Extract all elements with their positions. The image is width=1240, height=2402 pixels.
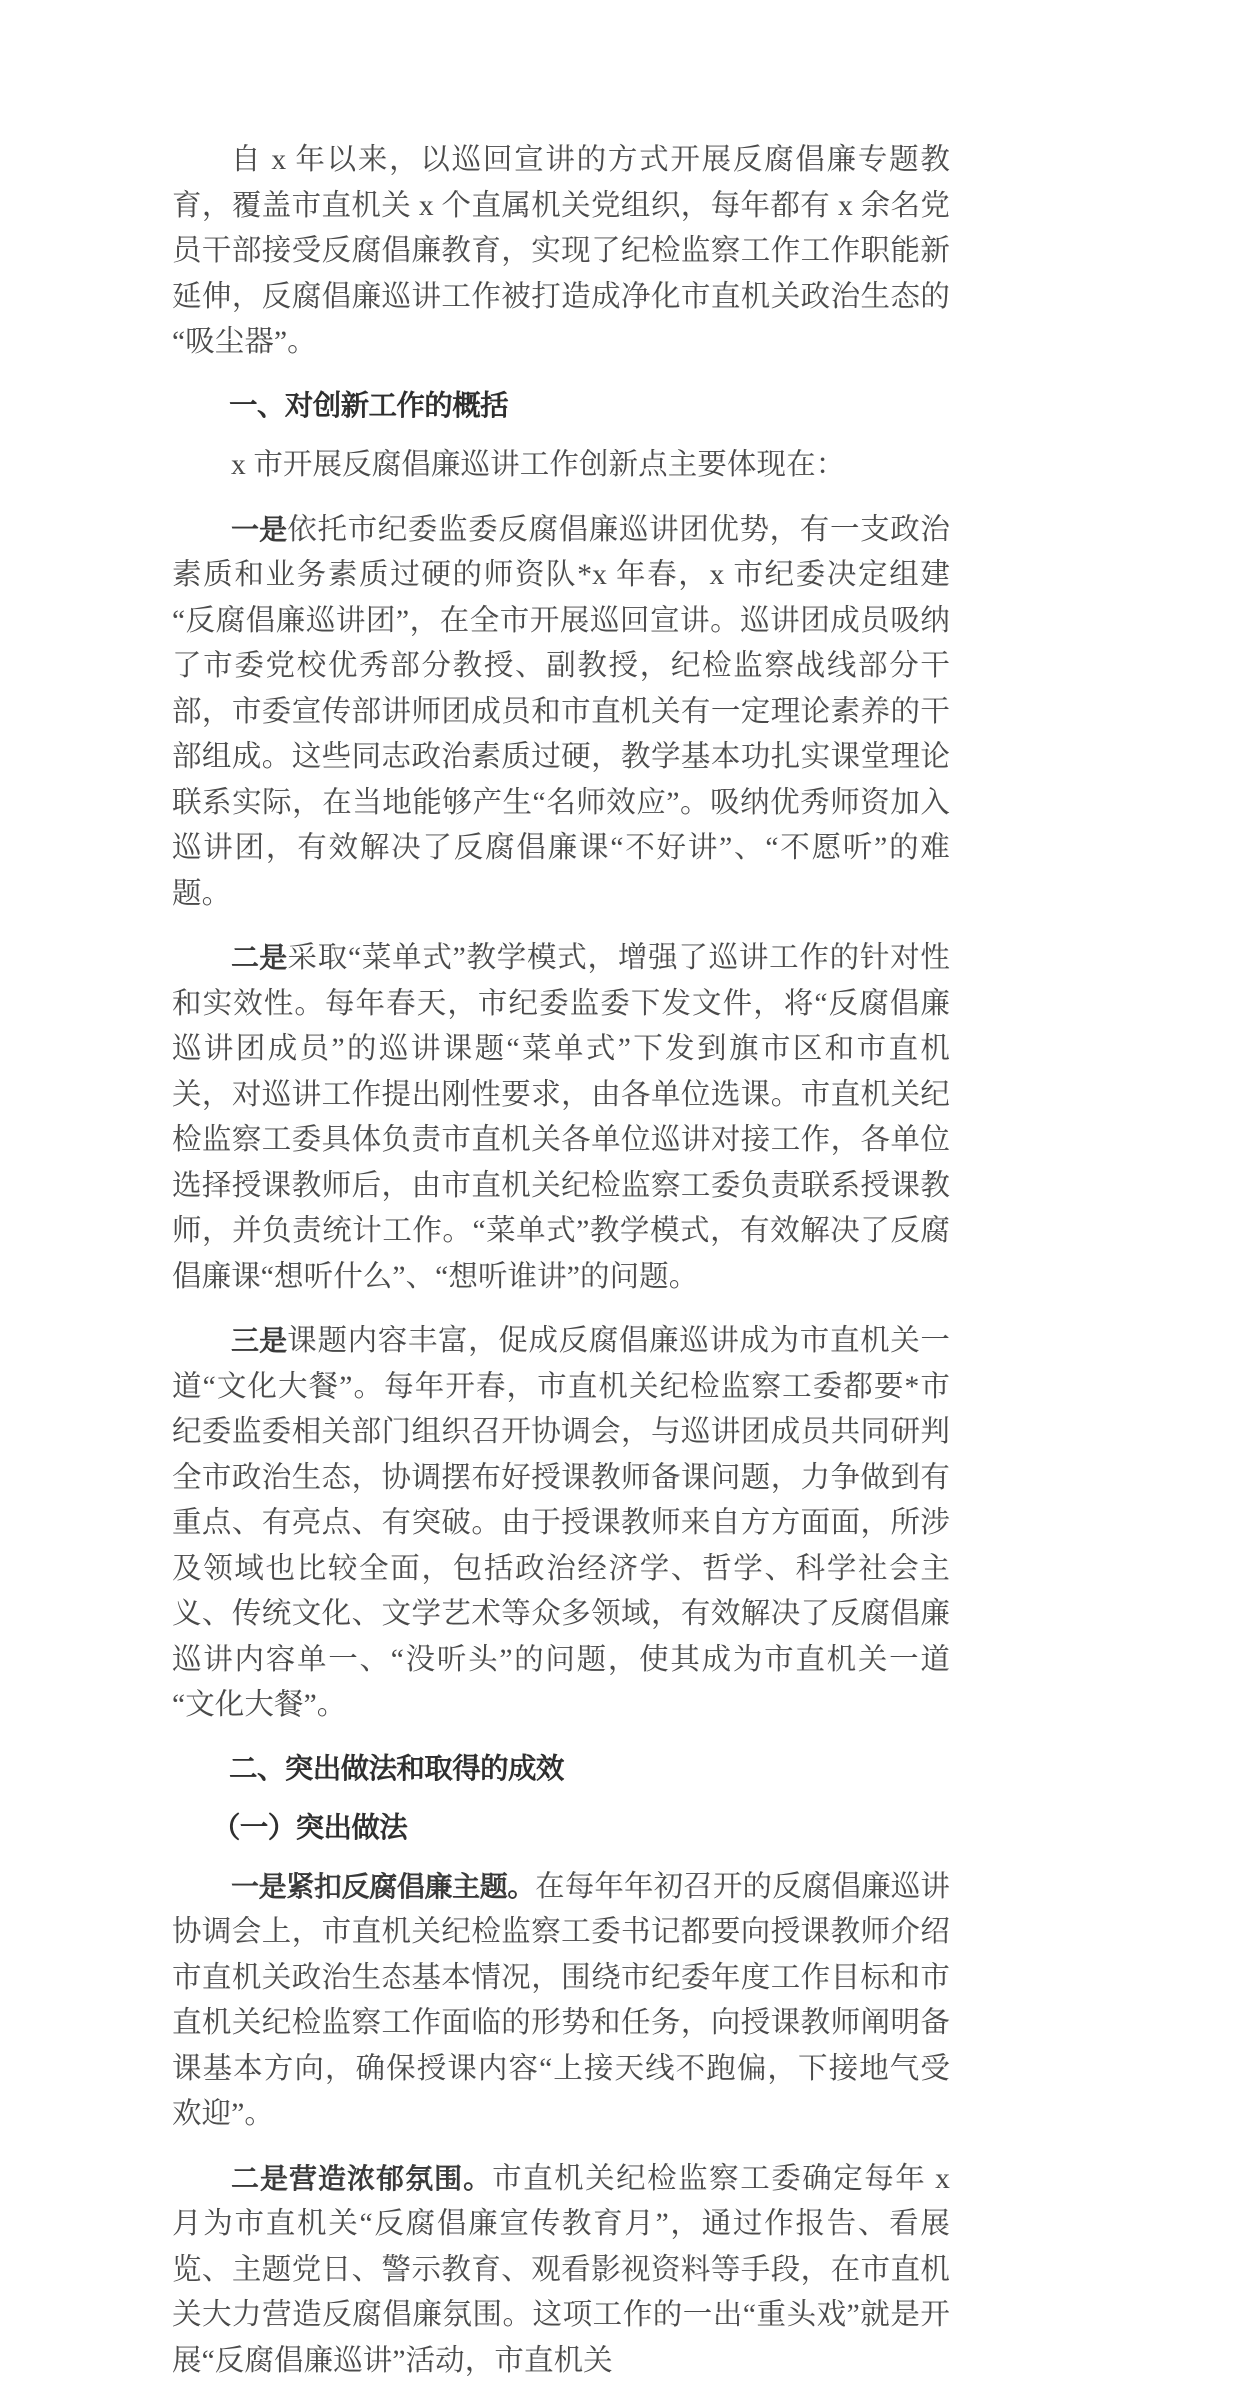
paragraph-point-three (172, 1318, 950, 1729)
lead-label-practice-two: 二是营造浓郁氛围。 (231, 2162, 493, 2194)
paragraph-point-two-text: 采取“菜单式”教学模式，增强了巡讲工作的针对性和实效性。每年春天，市纪委监委下发文件，将“反腐倡廉巡讲团成员”的巡讲课题“菜单式”下发到旗市区和市直机关，对巡讲工作提出刚性要求，由各单位选课。市直机关纪检监察工委具体负责市直机关各单位巡讲对接工作，各单位选择授课教师后，由市直机关纪检监察工委负责联系授课教师，并负责统计工作。“菜单式”教学模式，有效解决了反腐倡廉课“想听什么”、“想听谁讲”的问题。 (172, 942, 950, 1293)
paragraph-intro: 自 x 年以来，以巡回宣讲的方式开展反腐倡廉专题教育，覆盖市直机关 x 个直属机关党组织，每年都有 x 余名党员干部接受反腐倡廉教育，实现了纪检监察工作工作职能新延伸，反腐倡廉巡讲工作被打造成净化市直机关政治生态的“吸尘器”。 (172, 144, 950, 358)
document-body (172, 138, 950, 2402)
paragraph-practice-one-text: 在每年年初召开的反腐倡廉巡讲协调会上，市直机关纪检监察工委书记都要向授课教师介绍市直机关政治生态基本情况，围绕市纪委年度工作目标和市直机关纪检监察工作面临的形势和任务，向授课教师阐明备课基本方向，确保授课内容“上接天线不跑偏，下接地气受欢迎”。 (172, 1870, 950, 2130)
lead-label-three: 三是 (231, 1325, 288, 1356)
paragraph-point-one-text: 依托市纪委监委反腐倡廉巡讲团优势，有一支政治素质和业务素质过硬的师资队*x 年春，x 市纪委决定组建“反腐倡廉巡讲团”，在全市开展巡回宣讲。巡讲团成员吸纳了市委党校优秀部分教授、副教授，纪检监察战线部分干部，市委宣传部讲师团成员和市直机关有一定理论素养的干部组成。这些同志政治素质过硬，教学基本功扎实课堂理论联系实际，在当地能够产生“名师效应”。吸纳优秀师资加入巡讲团，有效解决了反腐倡廉课“不好讲”、“不愿听”的难题。 (172, 513, 950, 910)
lead-label-one: 一是 (231, 513, 288, 545)
paragraph-point-two (172, 935, 950, 1300)
paragraph-practice-two-text: 市直机关纪检监察工委确定每年 x 月为市直机关“反腐倡廉宣传教育月”，通过作报告、看展览、主题党日、警示教育、观看影视资料等手段，在市直机关大力营造反腐倡廉氛围。这项工作的一出“重头戏”就是开展“反腐倡廉巡讲”活动，市直机关 (172, 2162, 950, 2377)
heading-section-one: 一、对创新工作的概括 (229, 389, 509, 422)
paragraph-point-three-text: 课题内容丰富，促成反腐倡廉巡讲成为市直机关一道“文化大餐”。每年开春，市直机关纪检监察工委都要*市纪委监委相关部门组织召开协调会，与巡讲团成员共同研判全市政治生态，协调摆布好授课教师备课问题，力争做到有重点、有亮点、有突破。由于授课教师来自方方面面，所涉及领域也比较全面，包括政治经济学、哲学、科学社会主义、传统文化、文学艺术等众多领域，有效解决了反腐倡廉巡讲内容单一、“没听头”的问题，使其成为市直机关一道“文化大餐”。 (172, 1325, 950, 1721)
heading-section-two: 二、突出做法和取得的成效 (229, 1752, 564, 1785)
lead-label-two: 二是 (231, 942, 288, 973)
paragraph-innovation-intro: x 市开展反腐倡廉巡讲工作创新点主要体现在： (231, 449, 846, 481)
lead-label-practice-one: 一是紧扣反腐倡廉主题。 (231, 1870, 536, 1902)
paragraph-point-one (172, 507, 950, 918)
heading-subsection-one: （一）突出做法 (211, 1812, 408, 1844)
paragraph-practice-two (172, 2156, 950, 2385)
paragraph-practice-one (172, 1864, 950, 2138)
